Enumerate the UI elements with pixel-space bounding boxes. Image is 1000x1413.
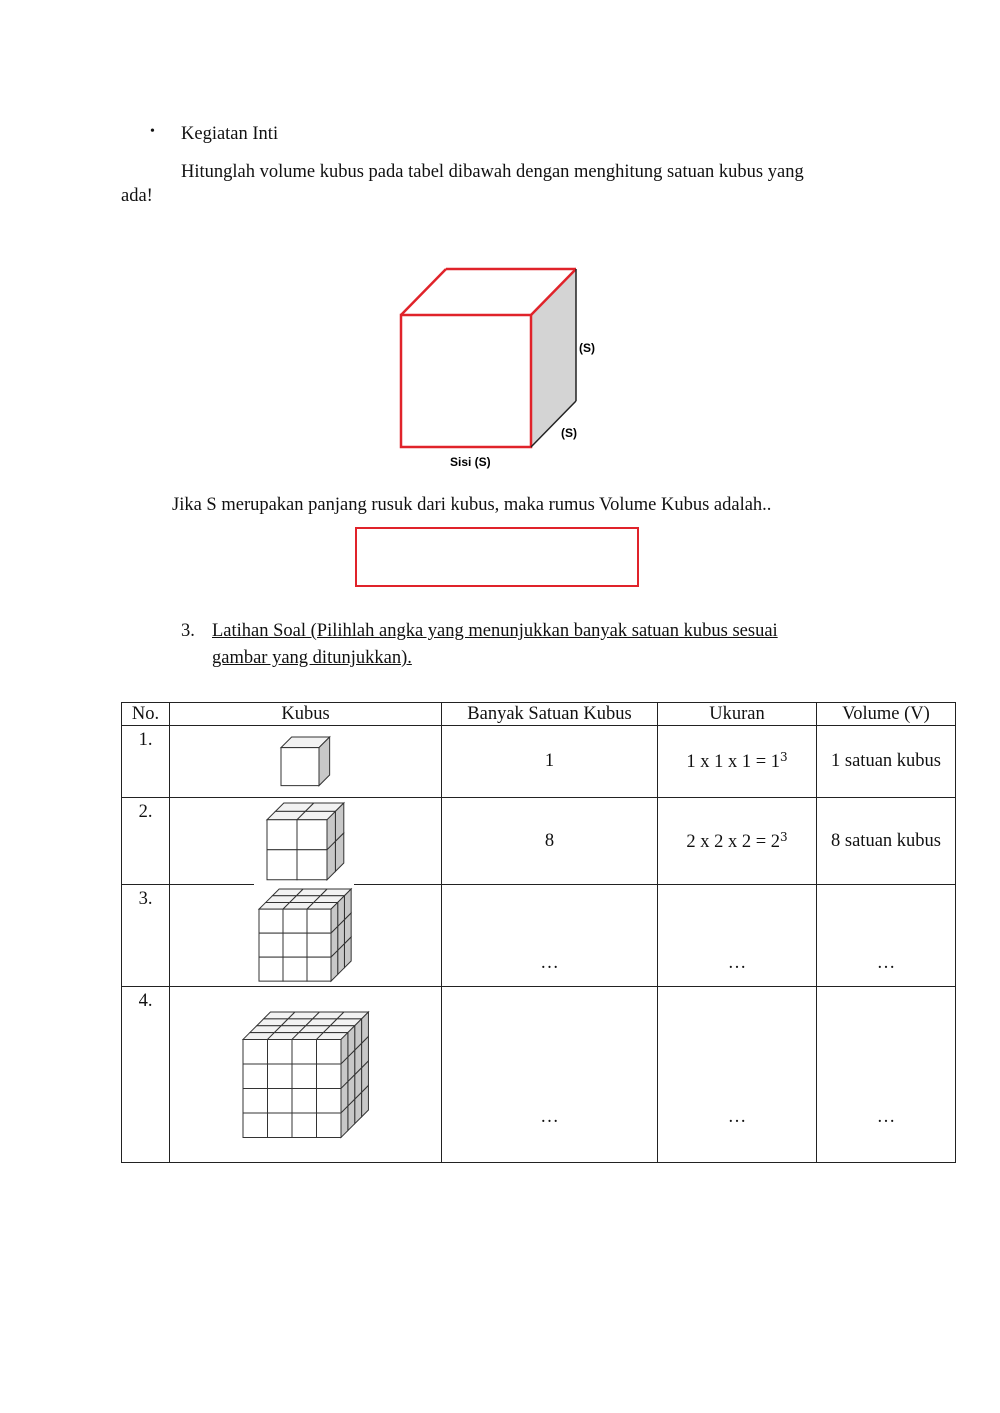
unit-cube-front (316, 1113, 341, 1138)
size-text: 1 x 1 x 1 = 1 (686, 752, 781, 772)
unit-cube-front (316, 1064, 341, 1089)
size-exponent: 3 (780, 750, 788, 764)
table-row (122, 798, 956, 885)
exercise-title-line-1: Latihan Soal (Pilihlah angka yang menunjukkan banyak satuan kubus sesuai (212, 621, 778, 641)
count-cell: 1 (442, 726, 658, 798)
row-number: 1. (122, 726, 170, 798)
label-height: (S) (579, 341, 595, 355)
cube-image-cell (170, 726, 442, 798)
unit-cube-front (243, 1088, 268, 1113)
unit-cube-front (307, 910, 331, 934)
count-cell: … (442, 885, 658, 987)
header-kubus: Kubus (170, 703, 442, 726)
unit-cube-front (243, 1113, 268, 1138)
instruction-line-1: Hitunglah volume kubus pada tabel dibawah dengan menghitung satuan kubus yang (181, 162, 804, 182)
bullet-dot: • (150, 124, 155, 139)
formula-question: Jika S merupakan panjang rusuk dari kubus, maka rumus Volume Kubus adalah.. (172, 495, 772, 515)
table-header-row (122, 703, 956, 726)
unit-cube-front (243, 1039, 268, 1064)
unit-cube-front (292, 1064, 317, 1089)
unit-cube-front (292, 1113, 317, 1138)
unit-cube-front (316, 1039, 341, 1064)
header-volume: Volume (V) (817, 703, 956, 726)
cube-3x3-image (257, 887, 353, 983)
border-gap (254, 882, 354, 886)
volume-table (121, 702, 956, 1163)
unit-cube-front (267, 849, 297, 879)
cube-1x1-image (279, 735, 332, 788)
unit-cube-front (243, 1064, 268, 1089)
unit-cube-front (267, 1039, 292, 1064)
unit-cube-front (283, 934, 307, 958)
table-row (122, 987, 956, 1163)
unit-cube-front (281, 748, 319, 786)
unit-cube-front (283, 958, 307, 982)
unit-cube-front (307, 958, 331, 982)
formula-answer-box[interactable] (355, 527, 639, 587)
cube-2x2-image (265, 801, 346, 882)
unit-cube-front (267, 1113, 292, 1138)
row-number: 2. (122, 798, 170, 885)
header-size: Ukuran (658, 703, 817, 726)
cube-image-cell (170, 987, 442, 1163)
size-cell (658, 726, 817, 798)
unit-cube-front (297, 849, 327, 879)
unit-cube-front (267, 1064, 292, 1089)
exercise-number: 3. (181, 621, 195, 641)
cube-image-cell (170, 798, 442, 885)
unit-cube-front (307, 934, 331, 958)
count-cell: … (442, 987, 658, 1163)
label-side: Sisi (S) (450, 455, 491, 469)
unit-cube-front (259, 934, 283, 958)
instruction-line-2: ada! (121, 186, 153, 206)
label-depth: (S) (561, 426, 577, 440)
row-number: 4. (122, 987, 170, 1163)
header-no: No. (122, 703, 170, 726)
table-row (122, 885, 956, 987)
unit-cube-front (259, 910, 283, 934)
unit-cube-front (292, 1088, 317, 1113)
volume-cell: … (817, 987, 956, 1163)
unit-cube-front (292, 1039, 317, 1064)
volume-cell: 1 satuan kubus (817, 726, 956, 798)
size-text: 2 x 2 x 2 = 2 (686, 831, 781, 852)
unit-cube-front (283, 910, 307, 934)
unit-cube-front (297, 819, 327, 849)
size-cell (658, 798, 817, 885)
unit-cube-front (267, 1088, 292, 1113)
volume-cell: … (817, 885, 956, 987)
unit-cube-front (316, 1088, 341, 1113)
unit-cube-front (259, 958, 283, 982)
cube-illustration (390, 262, 630, 477)
header-count: Banyak Satuan Kubus (442, 703, 658, 726)
section-heading: Kegiatan Inti (181, 124, 279, 144)
row-number: 3. (122, 885, 170, 987)
size-cell: … (658, 885, 817, 987)
cube-image-cell (170, 885, 442, 987)
table-row (122, 726, 956, 798)
cube-side-face (531, 269, 576, 447)
exercise-title-line-2: gambar yang ditunjukkan). (212, 648, 412, 668)
size-exponent: 3 (780, 829, 788, 844)
cube-4x4-image (241, 1010, 370, 1139)
volume-cell: 8 satuan kubus (817, 798, 956, 885)
count-cell: 8 (442, 798, 658, 885)
size-cell: … (658, 987, 817, 1163)
unit-cube-front (267, 819, 297, 849)
